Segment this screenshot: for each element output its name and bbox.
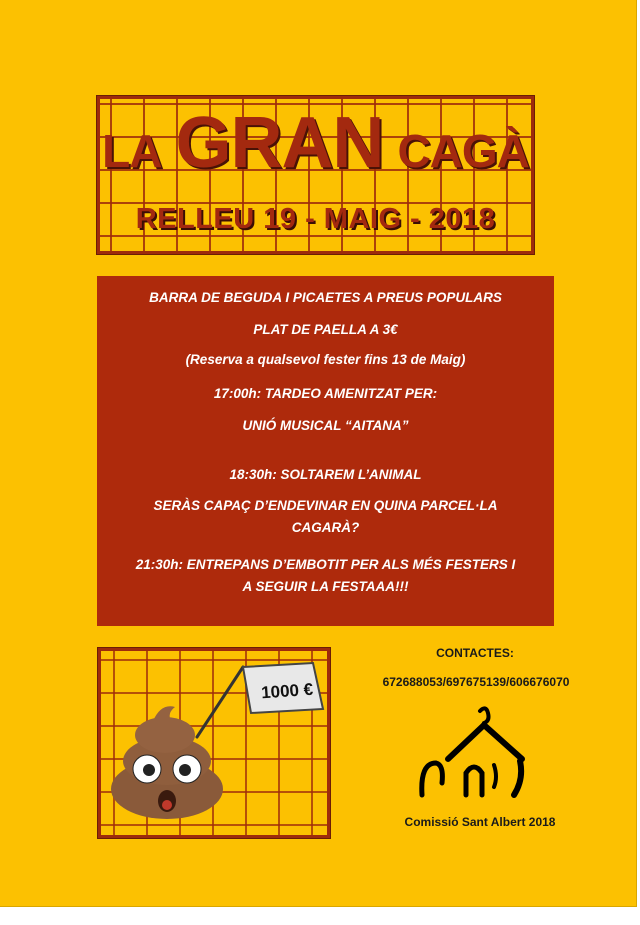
title-box [97, 96, 534, 254]
organizer-name: Comissió Sant Albert 2018 [404, 815, 556, 829]
prize-image [98, 648, 330, 838]
title-word-caga: CAGÀ [397, 125, 529, 177]
flag-pole [197, 667, 243, 737]
info-line-band: UNIÓ MUSICAL “AITANA” [242, 418, 409, 433]
flag-text: 1000 € [260, 679, 314, 703]
info-line-sandwiches: 21:30h: ENTREPANS D’EMBOTIT PER ALS MÉS FESTERS I [135, 557, 516, 572]
info-line-question-end: CAGARÀ? [291, 520, 360, 535]
title-word-la: LA [102, 125, 162, 177]
event-date: RELLEU 19 - MAIG - 2018 [135, 203, 496, 235]
contacts-phones: 672688053/697675139/606676070 [382, 675, 570, 689]
info-line-tardeo: 17:00h: TARDEO AMENITZAT PER: [213, 386, 438, 401]
info-line-question: SERÀS CAPAÇ D’ENDEVINAR EN QUINA PARCEL·LA [153, 498, 498, 513]
info-line-party: A SEGUIR LA FESTAAA!!! [242, 579, 409, 594]
chapel-logo-icon [414, 703, 534, 803]
info-line-reservation: (Reserva a qualsevol fester fins 13 de Maig) [185, 352, 466, 367]
info-box [97, 276, 554, 626]
poo-flag-illustration [101, 651, 327, 835]
info-line-animal: 18:30h: SOLTAREM L’ANIMAL [229, 467, 422, 482]
event-title [100, 103, 531, 183]
info-line-paella: PLAT DE PAELLA A 3€ [253, 322, 398, 337]
title-word-gran: GRAN [175, 103, 384, 183]
info-line-bar: BARRA DE BEGUDA I PICAETES A PREUS POPULARS [149, 290, 502, 305]
contacts-label: CONTACTES: [436, 646, 514, 660]
